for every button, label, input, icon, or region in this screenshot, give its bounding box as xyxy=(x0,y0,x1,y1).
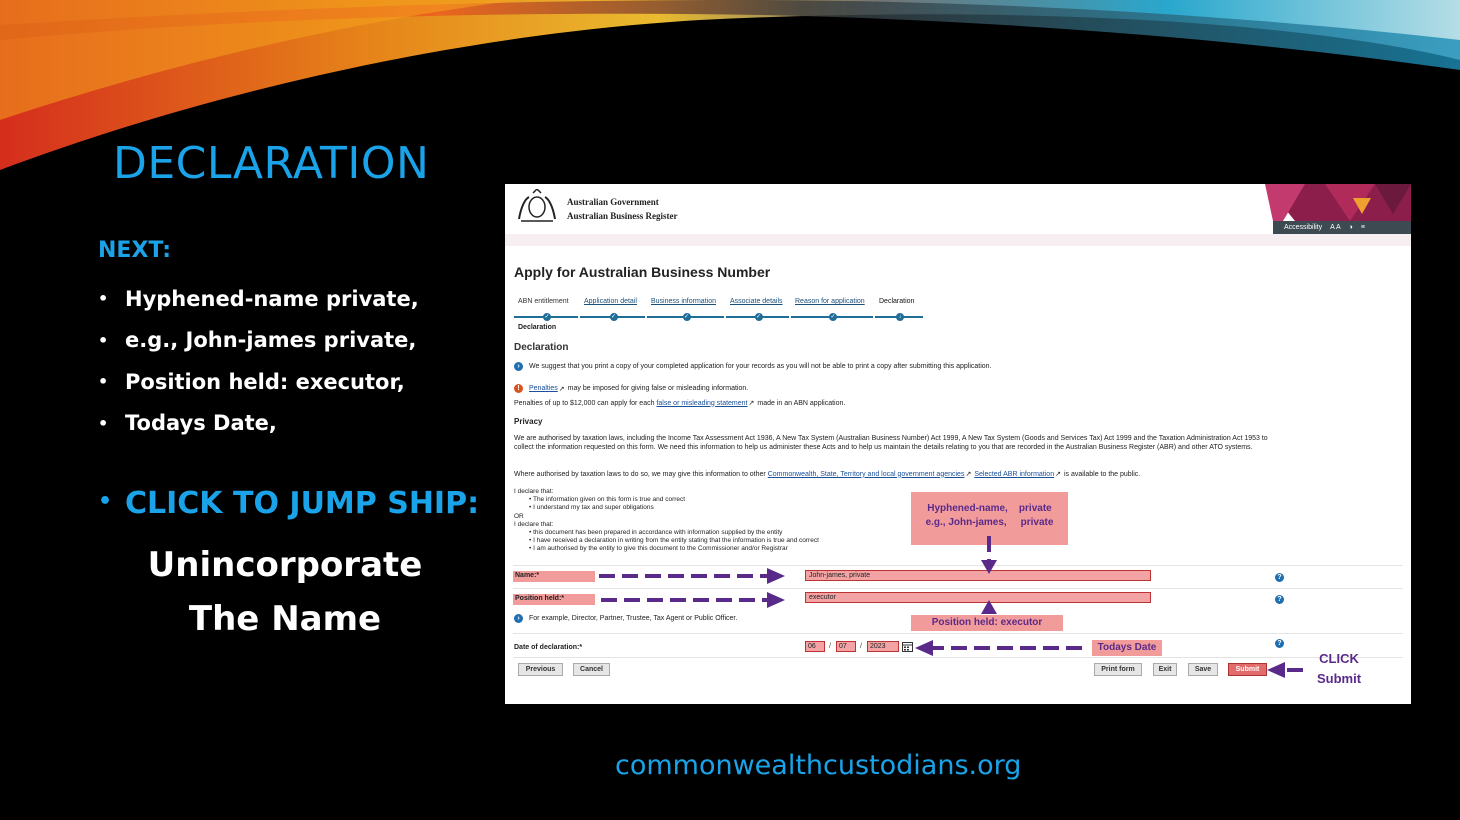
position-callout: Position held: executor xyxy=(911,615,1063,631)
step-sub-label: Declaration xyxy=(518,324,557,331)
external-link-icon: ↗ xyxy=(965,471,972,478)
slide-title: DECLARATION xyxy=(113,138,430,189)
previous-button[interactable]: Previous xyxy=(518,663,563,676)
unincorporate-line1: Unincorporate xyxy=(147,545,423,585)
step-label: Application detail xyxy=(584,298,637,305)
position-label: Position held:* xyxy=(513,594,595,605)
declare-heading: I declare that: xyxy=(514,488,554,495)
header-strip xyxy=(505,234,1411,246)
bullet-dot: • xyxy=(98,489,113,514)
info-icon: › xyxy=(514,362,523,371)
todays-date-callout: Todays Date xyxy=(1092,640,1162,656)
name-input[interactable]: John-james, private xyxy=(805,570,1151,581)
penalties-line2-post: made in an ABN application. xyxy=(757,399,846,407)
step-associate-details[interactable] xyxy=(726,296,791,318)
date-help-icon[interactable]: ? xyxy=(1275,639,1284,648)
save-button[interactable]: Save xyxy=(1188,663,1218,676)
page-title: Apply for Australian Business Number xyxy=(514,264,771,280)
date-day-input[interactable]: 06 xyxy=(805,641,825,652)
date-label: Date of declaration:* xyxy=(514,644,583,651)
check-icon: ✓ xyxy=(544,314,550,320)
jump-ship-link[interactable] xyxy=(98,486,479,521)
abr-header xyxy=(505,184,1411,234)
warning-icon: ! xyxy=(514,384,523,393)
declare-item: • I understand my tax and super obligations xyxy=(529,504,654,512)
bullet-item xyxy=(98,403,419,445)
jump-ship-label: CLICK TO JUMP SHIP: xyxy=(125,486,480,521)
declare-item: • this document has been prepared in accordance with information supplied by the entity xyxy=(529,529,783,537)
step-abn-entitlement[interactable] xyxy=(514,296,580,318)
callout-line: e.g., John-james, private xyxy=(925,517,1054,528)
name-help-icon[interactable]: ? xyxy=(1275,573,1284,582)
step-label: Declaration xyxy=(879,298,915,305)
gov-name: Australian Government xyxy=(567,197,659,207)
info-icon: › xyxy=(514,614,523,623)
instruction-bullets xyxy=(98,278,419,444)
check-icon: ✓ xyxy=(683,314,690,320)
divider xyxy=(513,588,1403,589)
callout-line: CLICK xyxy=(1319,651,1359,666)
privacy-text: We are authorised by taxation laws, including the Income Tax Assessment Act 1936, A New Tax System (Australian Business Number) Act 1999, A New Tax System (Goods and Services Tax) Act 1999 and the Taxation Administration Act 1953 to collect the information requested on this form. We need this information to help us administer these Acts and to help us maintain the details relating to you that are recorded in the Australian Business Register (ABR) and other ATO systems. xyxy=(514,435,1268,451)
bullet-dot: • xyxy=(98,289,109,309)
bullet-text: Hyphened-name private, xyxy=(125,286,419,311)
position-example xyxy=(514,614,737,623)
abr-form-screenshot xyxy=(505,184,1411,704)
footer-url[interactable]: commonwealthcustodians.org xyxy=(615,750,1022,781)
selected-abr-link[interactable]: Selected ABR information xyxy=(974,470,1055,478)
check-icon: ✓ xyxy=(830,314,836,320)
bullet-dot: • xyxy=(98,413,109,433)
progress-steps xyxy=(514,296,925,318)
step-label: Business information xyxy=(651,298,716,305)
bullet-text: Position held: executor, xyxy=(125,369,405,394)
date-separator: / xyxy=(860,643,862,650)
suggest-text: We suggest that you print a copy of your completed application for your records as you will not be able to print a copy after submitting this application. xyxy=(529,363,992,370)
print-suggestion xyxy=(514,362,992,371)
agencies-link[interactable]: Commonwealth, State, Territory and local government agencies xyxy=(767,470,965,478)
check-icon: ✓ xyxy=(610,314,617,320)
penalties-line2-pre: Penalties of up to $12,000 can apply for each xyxy=(514,399,655,407)
accessibility-bar[interactable] xyxy=(1273,221,1411,234)
date-separator: / xyxy=(829,643,831,650)
external-link-icon: ↗ xyxy=(748,400,755,407)
where-authorised xyxy=(514,470,1140,478)
step-label: Associate details xyxy=(730,298,783,305)
step-application-detail[interactable] xyxy=(580,296,647,318)
callout-line: Submit xyxy=(1317,671,1362,686)
abr-name: Australian Business Register xyxy=(567,211,678,221)
position-help-icon[interactable]: ? xyxy=(1275,595,1284,604)
section-title: Declaration xyxy=(514,342,569,353)
font-size-control[interactable]: A A xyxy=(1330,224,1341,231)
external-link-icon: ↗ xyxy=(1055,471,1061,478)
penalties-link[interactable]: Penalties xyxy=(529,385,558,392)
cancel-button[interactable]: Cancel xyxy=(573,663,610,676)
penalties-warning xyxy=(514,384,748,393)
penalties-text: may be imposed for giving false or misleading information. xyxy=(567,385,749,392)
declare-item: • I have received a declaration in writing from the entity stating that the information is true and correct xyxy=(529,537,819,545)
print-form-button[interactable]: Print form xyxy=(1094,663,1142,676)
bullet-dot: • xyxy=(98,330,109,350)
unincorporate-line2: The Name xyxy=(188,599,382,639)
example-text: For example, Director, Partner, Trustee, Tax Agent or Public Officer. xyxy=(529,615,738,622)
current-step-icon: ↓ xyxy=(896,313,904,321)
step-business-information[interactable] xyxy=(647,296,726,318)
declare-item: • The information given on this form is true and correct xyxy=(529,496,686,504)
exit-button[interactable]: Exit xyxy=(1153,663,1177,676)
declaration-statements xyxy=(514,488,819,554)
divider xyxy=(513,633,1403,634)
coat-of-arms-icon xyxy=(515,189,559,225)
bullet-item xyxy=(98,361,419,403)
bullet-dot: • xyxy=(98,372,109,392)
accessibility-label[interactable]: Accessibility xyxy=(1284,224,1323,231)
external-link-icon: ↗ xyxy=(558,385,565,393)
position-input[interactable]: executor xyxy=(805,592,1151,603)
or-label: OR xyxy=(514,512,524,520)
callout-line: Hyphened-name, private xyxy=(927,503,1052,514)
privacy-title: Privacy xyxy=(514,417,543,426)
check-icon: ✓ xyxy=(755,314,762,320)
contrast-icon[interactable]: ◑ xyxy=(1348,224,1353,231)
step-label: ABN entitlement xyxy=(518,298,569,305)
step-declaration xyxy=(875,296,925,318)
where-post: is available to the public. xyxy=(1063,470,1141,478)
false-statement-link[interactable]: false or misleading statement xyxy=(656,399,748,407)
bullet-text: Todays Date, xyxy=(125,411,277,436)
unincorporate-text xyxy=(135,538,435,646)
penalties-amount xyxy=(514,399,845,407)
declare-item: • I am authorised by the entity to give this document to the Commissioner and/or Registrar xyxy=(529,545,788,553)
submit-button[interactable]: Submit xyxy=(1228,663,1267,676)
step-reason-for-application[interactable] xyxy=(791,296,875,318)
date-year-input[interactable]: 2023 xyxy=(867,641,899,652)
calendar-icon[interactable] xyxy=(902,641,913,652)
click-submit-callout xyxy=(1317,649,1361,689)
bullet-text: e.g., John-james private, xyxy=(125,328,417,353)
menu-icon[interactable]: ≡ xyxy=(1360,224,1365,231)
date-month-input[interactable]: 07 xyxy=(836,641,856,652)
where-pre: Where authorised by taxation laws to do so, we may give this information to other xyxy=(514,470,766,478)
declare-heading: I declare that: xyxy=(514,520,554,528)
name-label: Name:* xyxy=(513,571,595,582)
bullet-item xyxy=(98,320,419,362)
bullet-item xyxy=(98,278,419,320)
next-label: NEXT: xyxy=(98,238,172,263)
step-label: Reason for application xyxy=(795,298,865,305)
divider xyxy=(513,657,1403,658)
divider xyxy=(513,565,1403,566)
hyphened-name-callout xyxy=(911,492,1068,545)
